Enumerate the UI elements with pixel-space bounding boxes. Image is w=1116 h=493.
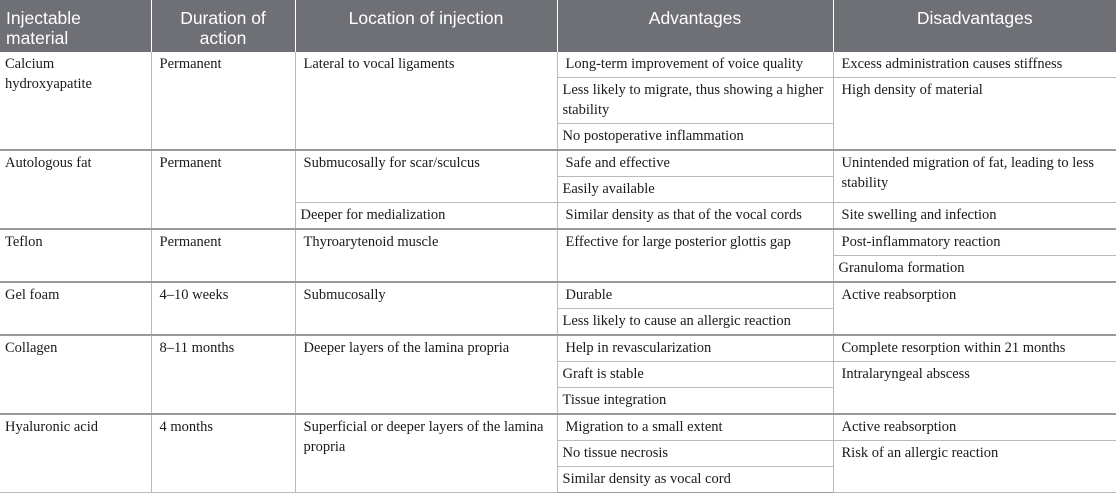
- advantage-cell: Similar density as that of the vocal cords: [557, 203, 833, 230]
- material-cell: Calcium hydroxyapatite: [0, 52, 151, 150]
- header-location: Location of injection: [295, 0, 557, 52]
- advantage-cell: No postoperative inflammation: [557, 124, 833, 151]
- duration-cell: Permanent: [151, 150, 295, 229]
- disadvantage-cell: Risk of an allergic reaction: [833, 441, 1116, 493]
- advantage-cell: Durable: [557, 282, 833, 309]
- table-row: [0, 52, 1116, 78]
- disadvantage-cell: Complete resorption within 21 months: [833, 335, 1116, 362]
- advantage-cell: Less likely to migrate, thus showing a higher stability: [557, 78, 833, 124]
- table-row: [0, 150, 1116, 177]
- disadvantage-cell: Active reabsorption: [833, 282, 1116, 335]
- duration-cell: Permanent: [151, 229, 295, 282]
- advantage-cell: Long-term improvement of voice quality: [557, 52, 833, 78]
- disadvantage-cell: Site swelling and infection: [833, 203, 1116, 230]
- material-cell: Teflon: [0, 229, 151, 282]
- location-cell: Superficial or deeper layers of the lamina propria: [295, 414, 557, 493]
- material-cell: Hyaluronic acid: [0, 414, 151, 493]
- duration-cell: 4–10 weeks: [151, 282, 295, 335]
- table-body: [0, 52, 1116, 493]
- disadvantage-cell: Intralaryngeal abscess: [833, 362, 1116, 415]
- table-row: [0, 414, 1116, 441]
- material-cell: Gel foam: [0, 282, 151, 335]
- disadvantage-cell: Granuloma formation: [833, 256, 1116, 283]
- advantage-cell: No tissue necrosis: [557, 441, 833, 467]
- advantage-cell: Tissue integration: [557, 388, 833, 415]
- advantage-cell: Less likely to cause an allergic reaction: [557, 309, 833, 336]
- disadvantage-cell: Excess administration causes stiffness: [833, 52, 1116, 78]
- duration-cell: Permanent: [151, 52, 295, 150]
- advantage-cell: Effective for large posterior glottis gap: [557, 229, 833, 282]
- location-cell: Submucosally for scar/sculcus: [295, 150, 557, 203]
- duration-cell: 8–11 months: [151, 335, 295, 414]
- disadvantage-cell: Post-inflammatory reaction: [833, 229, 1116, 256]
- material-cell: Autologous fat: [0, 150, 151, 229]
- material-cell: Collagen: [0, 335, 151, 414]
- disadvantage-cell: High density of material: [833, 78, 1116, 151]
- advantage-cell: Graft is stable: [557, 362, 833, 388]
- header-injectable-material: Injectable material: [0, 0, 151, 52]
- table-row: [0, 229, 1116, 256]
- header-row: [0, 0, 1116, 52]
- table-header: [0, 0, 1116, 52]
- duration-cell: 4 months: [151, 414, 295, 493]
- table-row: [0, 335, 1116, 362]
- table-row: [0, 282, 1116, 309]
- header-advantages: Advantages: [557, 0, 833, 52]
- header-duration: Duration of action: [151, 0, 295, 52]
- disadvantage-cell: Active reabsorption: [833, 414, 1116, 441]
- disadvantage-cell: Unintended migration of fat, leading to less stability: [833, 150, 1116, 203]
- header-disadvantages: Disadvantages: [833, 0, 1116, 52]
- advantage-cell: Safe and effective: [557, 150, 833, 177]
- advantage-cell: Similar density as vocal cord: [557, 467, 833, 493]
- location-cell: Submucosally: [295, 282, 557, 335]
- location-cell: Lateral to vocal ligaments: [295, 52, 557, 150]
- location-cell: Deeper for medialization: [295, 203, 557, 230]
- advantage-cell: Help in revascularization: [557, 335, 833, 362]
- location-cell: Thyroarytenoid muscle: [295, 229, 557, 282]
- location-cell: Deeper layers of the lamina propria: [295, 335, 557, 414]
- advantage-cell: Migration to a small extent: [557, 414, 833, 441]
- advantage-cell: Easily available: [557, 177, 833, 203]
